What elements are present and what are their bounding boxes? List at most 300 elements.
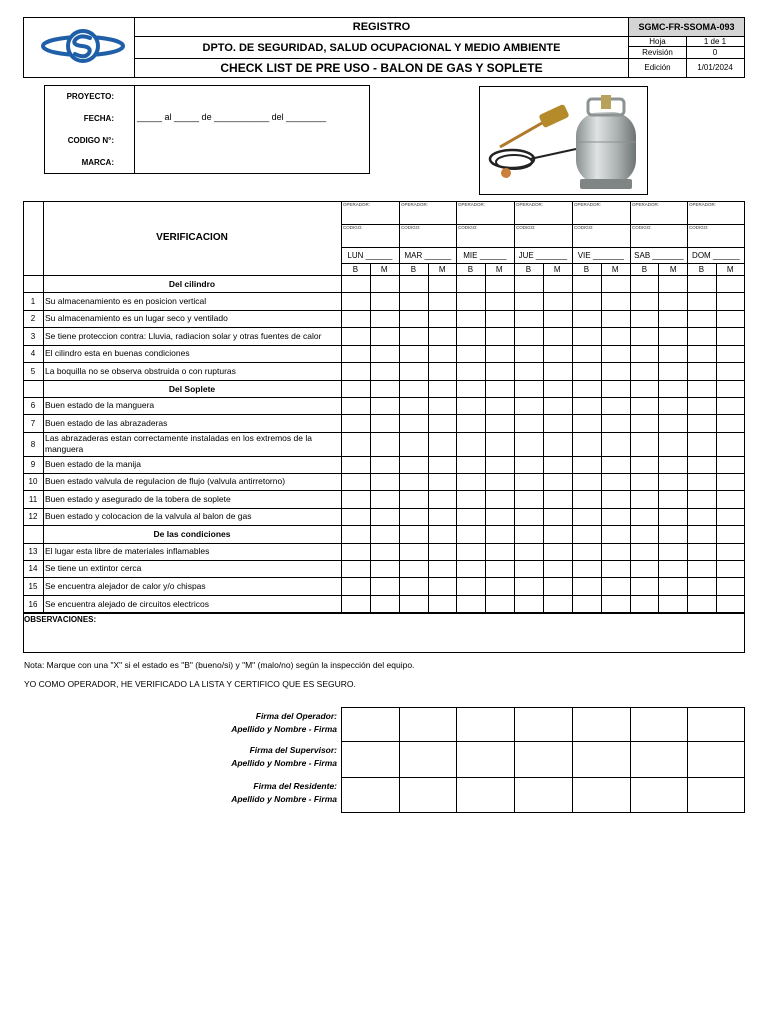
check-cell[interactable]: [658, 310, 687, 327]
signature-cell[interactable]: [572, 777, 630, 813]
check-cell[interactable]: [370, 292, 399, 310]
check-cell[interactable]: [572, 397, 601, 414]
check-cell[interactable]: [658, 432, 687, 456]
check-cell[interactable]: [485, 310, 514, 327]
check-cell[interactable]: [399, 473, 428, 490]
hoja-value: 1 de 1: [703, 36, 727, 46]
check-cell[interactable]: [687, 310, 716, 327]
check-cell[interactable]: [514, 560, 543, 577]
check-cell[interactable]: [601, 560, 630, 577]
check-cell[interactable]: [370, 362, 399, 380]
check-cell[interactable]: [716, 292, 745, 310]
check-cell[interactable]: [572, 327, 601, 345]
check-cell[interactable]: [687, 362, 716, 380]
check-cell[interactable]: [572, 432, 601, 456]
check-cell[interactable]: [630, 560, 659, 577]
check-cell[interactable]: [456, 577, 485, 595]
checklist-item: Buen estado de las abrazaderas: [45, 417, 168, 428]
check-cell[interactable]: [716, 345, 745, 362]
row-number: 1: [30, 296, 36, 306]
check-cell[interactable]: [687, 543, 716, 560]
check-cell[interactable]: [485, 490, 514, 508]
check-cell[interactable]: [514, 456, 543, 473]
check-cell[interactable]: [485, 560, 514, 577]
check-cell[interactable]: [399, 432, 428, 456]
signature-label: [150, 710, 337, 736]
check-cell[interactable]: [456, 560, 485, 577]
check-cell[interactable]: [572, 310, 601, 327]
signature-cell[interactable]: [514, 707, 572, 741]
checklist-item: Buen estado y colocacion de la valvula al balon de gas: [45, 511, 252, 521]
check-cell[interactable]: [601, 362, 630, 380]
day-label: SAB _______: [634, 251, 684, 260]
check-cell[interactable]: [630, 397, 659, 414]
checklist-item: Buen estado y asegurado de la tobera de soplete: [45, 493, 231, 504]
check-cell[interactable]: [543, 414, 572, 432]
check-cell[interactable]: [687, 456, 716, 473]
check-cell[interactable]: [658, 327, 687, 345]
check-cell[interactable]: [543, 310, 572, 327]
check-cell[interactable]: [399, 292, 428, 310]
check-cell[interactable]: [514, 345, 543, 362]
check-cell[interactable]: [399, 310, 428, 327]
check-cell[interactable]: [687, 414, 716, 432]
check-cell[interactable]: [456, 327, 485, 345]
signature-sub: Apellido y Nombre - Firma: [231, 758, 337, 768]
check-cell[interactable]: [456, 543, 485, 560]
check-cell[interactable]: [572, 577, 601, 595]
codigo-label: CODIGO:: [458, 225, 478, 230]
check-cell[interactable]: [370, 327, 399, 345]
check-cell[interactable]: [543, 456, 572, 473]
check-cell[interactable]: [399, 362, 428, 380]
signature-cell[interactable]: [630, 777, 688, 813]
check-cell[interactable]: [543, 473, 572, 490]
check-cell[interactable]: [572, 456, 601, 473]
row-number: 3: [30, 331, 36, 341]
check-cell[interactable]: [341, 508, 370, 525]
section-title: Del Soplete: [168, 383, 216, 394]
check-cell[interactable]: [543, 543, 572, 560]
row-number: 11: [28, 494, 38, 504]
check-cell[interactable]: [687, 490, 716, 508]
check-cell[interactable]: [399, 345, 428, 362]
check-cell[interactable]: [428, 456, 457, 473]
checklist-item: Se tiene proteccion contra: Lluvia, radiacion solar y otras fuentes de calor: [45, 330, 322, 341]
check-cell[interactable]: [716, 397, 745, 414]
check-cell[interactable]: [485, 595, 514, 613]
check-cell[interactable]: [658, 414, 687, 432]
check-cell[interactable]: [716, 508, 745, 525]
checklist-item: Su almacenamiento es un lugar seco y ventilado: [45, 313, 228, 323]
check-cell[interactable]: [630, 310, 659, 327]
check-cell[interactable]: [428, 543, 457, 560]
checklist-item: La boquilla no se observa obstruida o con rupturas: [45, 365, 236, 376]
checklist-item: El lugar esta libre de materiales inflamables: [45, 546, 210, 556]
check-cell[interactable]: [687, 473, 716, 490]
check-cell[interactable]: [658, 292, 687, 310]
check-cell[interactable]: [601, 414, 630, 432]
check-cell[interactable]: [630, 508, 659, 525]
signature-cell[interactable]: [572, 741, 630, 777]
check-cell[interactable]: [370, 456, 399, 473]
check-cell[interactable]: [456, 345, 485, 362]
check-cell[interactable]: [341, 310, 370, 327]
check-cell[interactable]: [601, 490, 630, 508]
check-cell[interactable]: [543, 345, 572, 362]
check-cell[interactable]: [370, 473, 399, 490]
signature-cell[interactable]: [687, 707, 745, 741]
check-cell[interactable]: [687, 397, 716, 414]
check-cell[interactable]: [658, 456, 687, 473]
check-cell[interactable]: [572, 595, 601, 613]
check-cell[interactable]: [399, 327, 428, 345]
edicion-label: Edición: [644, 63, 671, 72]
revision-label: Revisión: [642, 47, 673, 57]
check-cell[interactable]: [630, 577, 659, 595]
note-text: Nota: Marque con una "X" si el estado es "B" (bueno/si) y "M" (malo/no) según la inspección del equipo.: [24, 660, 415, 670]
check-cell[interactable]: [341, 595, 370, 613]
date-fill-line[interactable]: _____ al _____ de ___________ del ________: [137, 112, 327, 122]
check-cell[interactable]: [485, 362, 514, 380]
check-cell[interactable]: [399, 397, 428, 414]
signature-cell[interactable]: [456, 777, 514, 813]
revision-value: 0: [712, 47, 718, 57]
check-cell[interactable]: [601, 456, 630, 473]
check-cell[interactable]: [572, 543, 601, 560]
check-cell[interactable]: [687, 560, 716, 577]
check-cell[interactable]: [658, 362, 687, 380]
check-cell[interactable]: [485, 508, 514, 525]
signature-sub: Apellido y Nombre - Firma: [231, 794, 337, 804]
signature-cell[interactable]: [630, 707, 688, 741]
check-cell[interactable]: [716, 362, 745, 380]
check-cell[interactable]: [428, 595, 457, 613]
signature-cell[interactable]: [341, 777, 399, 813]
signature-cell[interactable]: [572, 707, 630, 741]
check-cell[interactable]: [716, 490, 745, 508]
check-cell[interactable]: [428, 560, 457, 577]
check-cell[interactable]: [658, 508, 687, 525]
check-cell[interactable]: [716, 432, 745, 456]
check-cell[interactable]: [572, 414, 601, 432]
divider: [134, 85, 135, 174]
check-cell[interactable]: [658, 595, 687, 613]
m-label: M: [611, 265, 619, 274]
check-cell[interactable]: [687, 577, 716, 595]
check-cell[interactable]: [543, 490, 572, 508]
check-cell[interactable]: [428, 473, 457, 490]
check-cell[interactable]: [485, 327, 514, 345]
check-cell[interactable]: [514, 362, 543, 380]
check-cell[interactable]: [428, 508, 457, 525]
check-cell[interactable]: [601, 432, 630, 456]
b-label: B: [352, 265, 359, 274]
check-cell[interactable]: [370, 414, 399, 432]
signature-sub: Apellido y Nombre - Firma: [231, 724, 337, 734]
check-cell[interactable]: [428, 345, 457, 362]
check-cell[interactable]: [543, 327, 572, 345]
check-cell[interactable]: [716, 473, 745, 490]
check-cell[interactable]: [341, 327, 370, 345]
signature-role: Firma del Supervisor:: [249, 745, 337, 755]
check-cell[interactable]: [687, 432, 716, 456]
check-cell[interactable]: [658, 473, 687, 490]
check-cell[interactable]: [543, 362, 572, 380]
check-cell[interactable]: [370, 577, 399, 595]
check-cell[interactable]: [543, 432, 572, 456]
check-cell[interactable]: [601, 473, 630, 490]
check-cell[interactable]: [456, 490, 485, 508]
check-cell[interactable]: [399, 560, 428, 577]
check-cell[interactable]: [687, 595, 716, 613]
check-cell[interactable]: [716, 560, 745, 577]
check-cell[interactable]: [341, 362, 370, 380]
checklist-item: Buen estado valvula de regulacion de flujo (valvula antirretorno): [45, 476, 286, 486]
row-number: 6: [30, 401, 36, 410]
check-cell[interactable]: [399, 456, 428, 473]
check-cell[interactable]: [630, 327, 659, 345]
check-cell[interactable]: [514, 310, 543, 327]
check-cell[interactable]: [658, 577, 687, 595]
check-cell[interactable]: [514, 327, 543, 345]
check-cell[interactable]: [543, 577, 572, 595]
operador-label: OPERADOR:: [343, 202, 371, 207]
check-cell[interactable]: [630, 490, 659, 508]
check-cell[interactable]: [630, 432, 659, 456]
check-cell[interactable]: [341, 473, 370, 490]
check-cell[interactable]: [601, 577, 630, 595]
check-cell[interactable]: [485, 345, 514, 362]
check-cell[interactable]: [485, 456, 514, 473]
check-cell[interactable]: [485, 397, 514, 414]
checklist-item: Su almacenamiento es en posicion vertical: [45, 295, 207, 306]
observaciones-box[interactable]: [23, 613, 745, 653]
check-cell[interactable]: [370, 543, 399, 560]
check-cell[interactable]: [370, 560, 399, 577]
check-cell[interactable]: [543, 508, 572, 525]
check-cell[interactable]: [687, 508, 716, 525]
check-cell[interactable]: [601, 327, 630, 345]
check-cell[interactable]: [370, 345, 399, 362]
operador-label: OPERADOR:: [401, 202, 429, 207]
check-cell[interactable]: [399, 577, 428, 595]
check-cell[interactable]: [399, 595, 428, 613]
check-cell[interactable]: [514, 508, 543, 525]
check-cell[interactable]: [716, 414, 745, 432]
check-cell[interactable]: [485, 543, 514, 560]
check-cell[interactable]: [428, 327, 457, 345]
check-cell[interactable]: [485, 432, 514, 456]
check-cell[interactable]: [630, 345, 659, 362]
check-cell[interactable]: [716, 577, 745, 595]
check-cell[interactable]: [630, 595, 659, 613]
check-cell[interactable]: [572, 490, 601, 508]
row-number: 2: [30, 314, 36, 323]
check-cell[interactable]: [341, 543, 370, 560]
signature-cell[interactable]: [514, 741, 572, 777]
check-cell[interactable]: [341, 577, 370, 595]
codigo-label: CODIGO:: [632, 225, 652, 230]
signature-cell[interactable]: [456, 707, 514, 741]
signature-cell[interactable]: [399, 707, 457, 741]
checklist-title: CHECK LIST DE PRE USO - BALON DE GAS Y SOPLETE: [220, 61, 543, 75]
check-cell[interactable]: [630, 414, 659, 432]
check-cell[interactable]: [630, 292, 659, 310]
check-cell[interactable]: [658, 397, 687, 414]
check-cell[interactable]: [341, 414, 370, 432]
check-cell[interactable]: [456, 595, 485, 613]
check-cell[interactable]: [658, 560, 687, 577]
check-cell[interactable]: [630, 456, 659, 473]
check-cell[interactable]: [630, 473, 659, 490]
signature-cell[interactable]: [341, 741, 399, 777]
check-cell[interactable]: [716, 456, 745, 473]
check-cell[interactable]: [341, 292, 370, 310]
m-label: M: [553, 265, 561, 274]
day-label: DOM ______: [692, 251, 740, 260]
check-cell[interactable]: [428, 414, 457, 432]
check-cell[interactable]: [543, 560, 572, 577]
check-cell[interactable]: [601, 508, 630, 525]
check-cell[interactable]: [716, 327, 745, 345]
check-cell[interactable]: [456, 310, 485, 327]
check-cell[interactable]: [399, 543, 428, 560]
check-cell[interactable]: [456, 292, 485, 310]
check-cell[interactable]: [658, 543, 687, 560]
m-label: M: [438, 265, 446, 274]
m-label: M: [380, 265, 388, 274]
signature-cell[interactable]: [456, 741, 514, 777]
check-cell[interactable]: [572, 473, 601, 490]
check-cell[interactable]: [428, 490, 457, 508]
check-cell[interactable]: [687, 292, 716, 310]
b-label: B: [525, 265, 532, 274]
check-cell[interactable]: [456, 397, 485, 414]
check-cell[interactable]: [456, 508, 485, 525]
b-label: B: [698, 265, 705, 274]
check-cell[interactable]: [572, 560, 601, 577]
check-cell[interactable]: [630, 362, 659, 380]
check-cell[interactable]: [716, 595, 745, 613]
check-cell[interactable]: [485, 292, 514, 310]
signature-cell[interactable]: [514, 777, 572, 813]
b-label: B: [641, 265, 648, 274]
check-cell[interactable]: [543, 292, 572, 310]
check-cell[interactable]: [370, 397, 399, 414]
row-number: 7: [30, 418, 36, 428]
check-cell[interactable]: [601, 543, 630, 560]
signature-cell[interactable]: [630, 741, 688, 777]
row-number: 8: [30, 439, 36, 449]
check-cell[interactable]: [428, 292, 457, 310]
check-cell[interactable]: [399, 490, 428, 508]
check-cell[interactable]: [485, 473, 514, 490]
check-cell[interactable]: [485, 414, 514, 432]
check-cell[interactable]: [341, 490, 370, 508]
check-cell[interactable]: [716, 543, 745, 560]
check-cell[interactable]: [428, 432, 457, 456]
check-cell[interactable]: [572, 362, 601, 380]
row-number: 10: [28, 477, 38, 486]
edicion-value: 1/01/2024: [697, 63, 733, 72]
check-cell[interactable]: [514, 414, 543, 432]
section-title: De las condiciones: [153, 529, 231, 539]
check-cell[interactable]: [601, 397, 630, 414]
check-cell[interactable]: [514, 595, 543, 613]
signature-cell[interactable]: [687, 777, 745, 813]
proyecto-label: PROYECTO:: [66, 91, 114, 101]
check-cell[interactable]: [428, 362, 457, 380]
check-cell[interactable]: [456, 414, 485, 432]
check-cell[interactable]: [716, 310, 745, 327]
check-cell[interactable]: [658, 490, 687, 508]
check-cell[interactable]: [399, 414, 428, 432]
check-cell[interactable]: [514, 543, 543, 560]
check-cell[interactable]: [687, 345, 716, 362]
check-cell[interactable]: [341, 560, 370, 577]
check-cell[interactable]: [543, 397, 572, 414]
check-cell[interactable]: [341, 456, 370, 473]
check-cell[interactable]: [514, 397, 543, 414]
check-cell[interactable]: [456, 456, 485, 473]
check-cell[interactable]: [370, 508, 399, 525]
check-cell[interactable]: [370, 490, 399, 508]
check-cell[interactable]: [601, 310, 630, 327]
check-cell[interactable]: [456, 432, 485, 456]
check-cell[interactable]: [370, 595, 399, 613]
check-cell[interactable]: [601, 595, 630, 613]
check-cell[interactable]: [399, 508, 428, 525]
operador-label: OPERADOR:: [458, 202, 486, 207]
check-cell[interactable]: [428, 397, 457, 414]
check-cell[interactable]: [485, 577, 514, 595]
check-cell[interactable]: [514, 432, 543, 456]
check-cell[interactable]: [630, 543, 659, 560]
signature-cell[interactable]: [687, 741, 745, 777]
m-label: M: [495, 265, 503, 274]
codigo-label: CODIGO:: [516, 225, 536, 230]
check-cell[interactable]: [341, 432, 370, 456]
check-cell[interactable]: [514, 577, 543, 595]
check-cell[interactable]: [456, 473, 485, 490]
hoja-label: Hoja: [649, 36, 666, 46]
signature-cell[interactable]: [399, 741, 457, 777]
check-cell[interactable]: [428, 577, 457, 595]
signature-cell[interactable]: [341, 707, 399, 741]
check-cell[interactable]: [514, 490, 543, 508]
check-cell[interactable]: [687, 327, 716, 345]
signature-cell[interactable]: [399, 777, 457, 813]
check-cell[interactable]: [341, 397, 370, 414]
check-cell[interactable]: [572, 508, 601, 525]
check-cell[interactable]: [601, 345, 630, 362]
check-cell[interactable]: [514, 473, 543, 490]
check-cell[interactable]: [658, 345, 687, 362]
checklist-item: Buen estado de la manguera: [45, 400, 155, 410]
check-cell[interactable]: [543, 595, 572, 613]
check-cell[interactable]: [370, 310, 399, 327]
check-cell[interactable]: [601, 292, 630, 310]
check-cell[interactable]: [428, 310, 457, 327]
check-cell[interactable]: [572, 345, 601, 362]
check-cell[interactable]: [341, 345, 370, 362]
row-number: 5: [30, 366, 36, 376]
check-cell[interactable]: [456, 362, 485, 380]
check-cell[interactable]: [572, 292, 601, 310]
check-cell[interactable]: [514, 292, 543, 310]
check-cell[interactable]: [370, 432, 399, 456]
